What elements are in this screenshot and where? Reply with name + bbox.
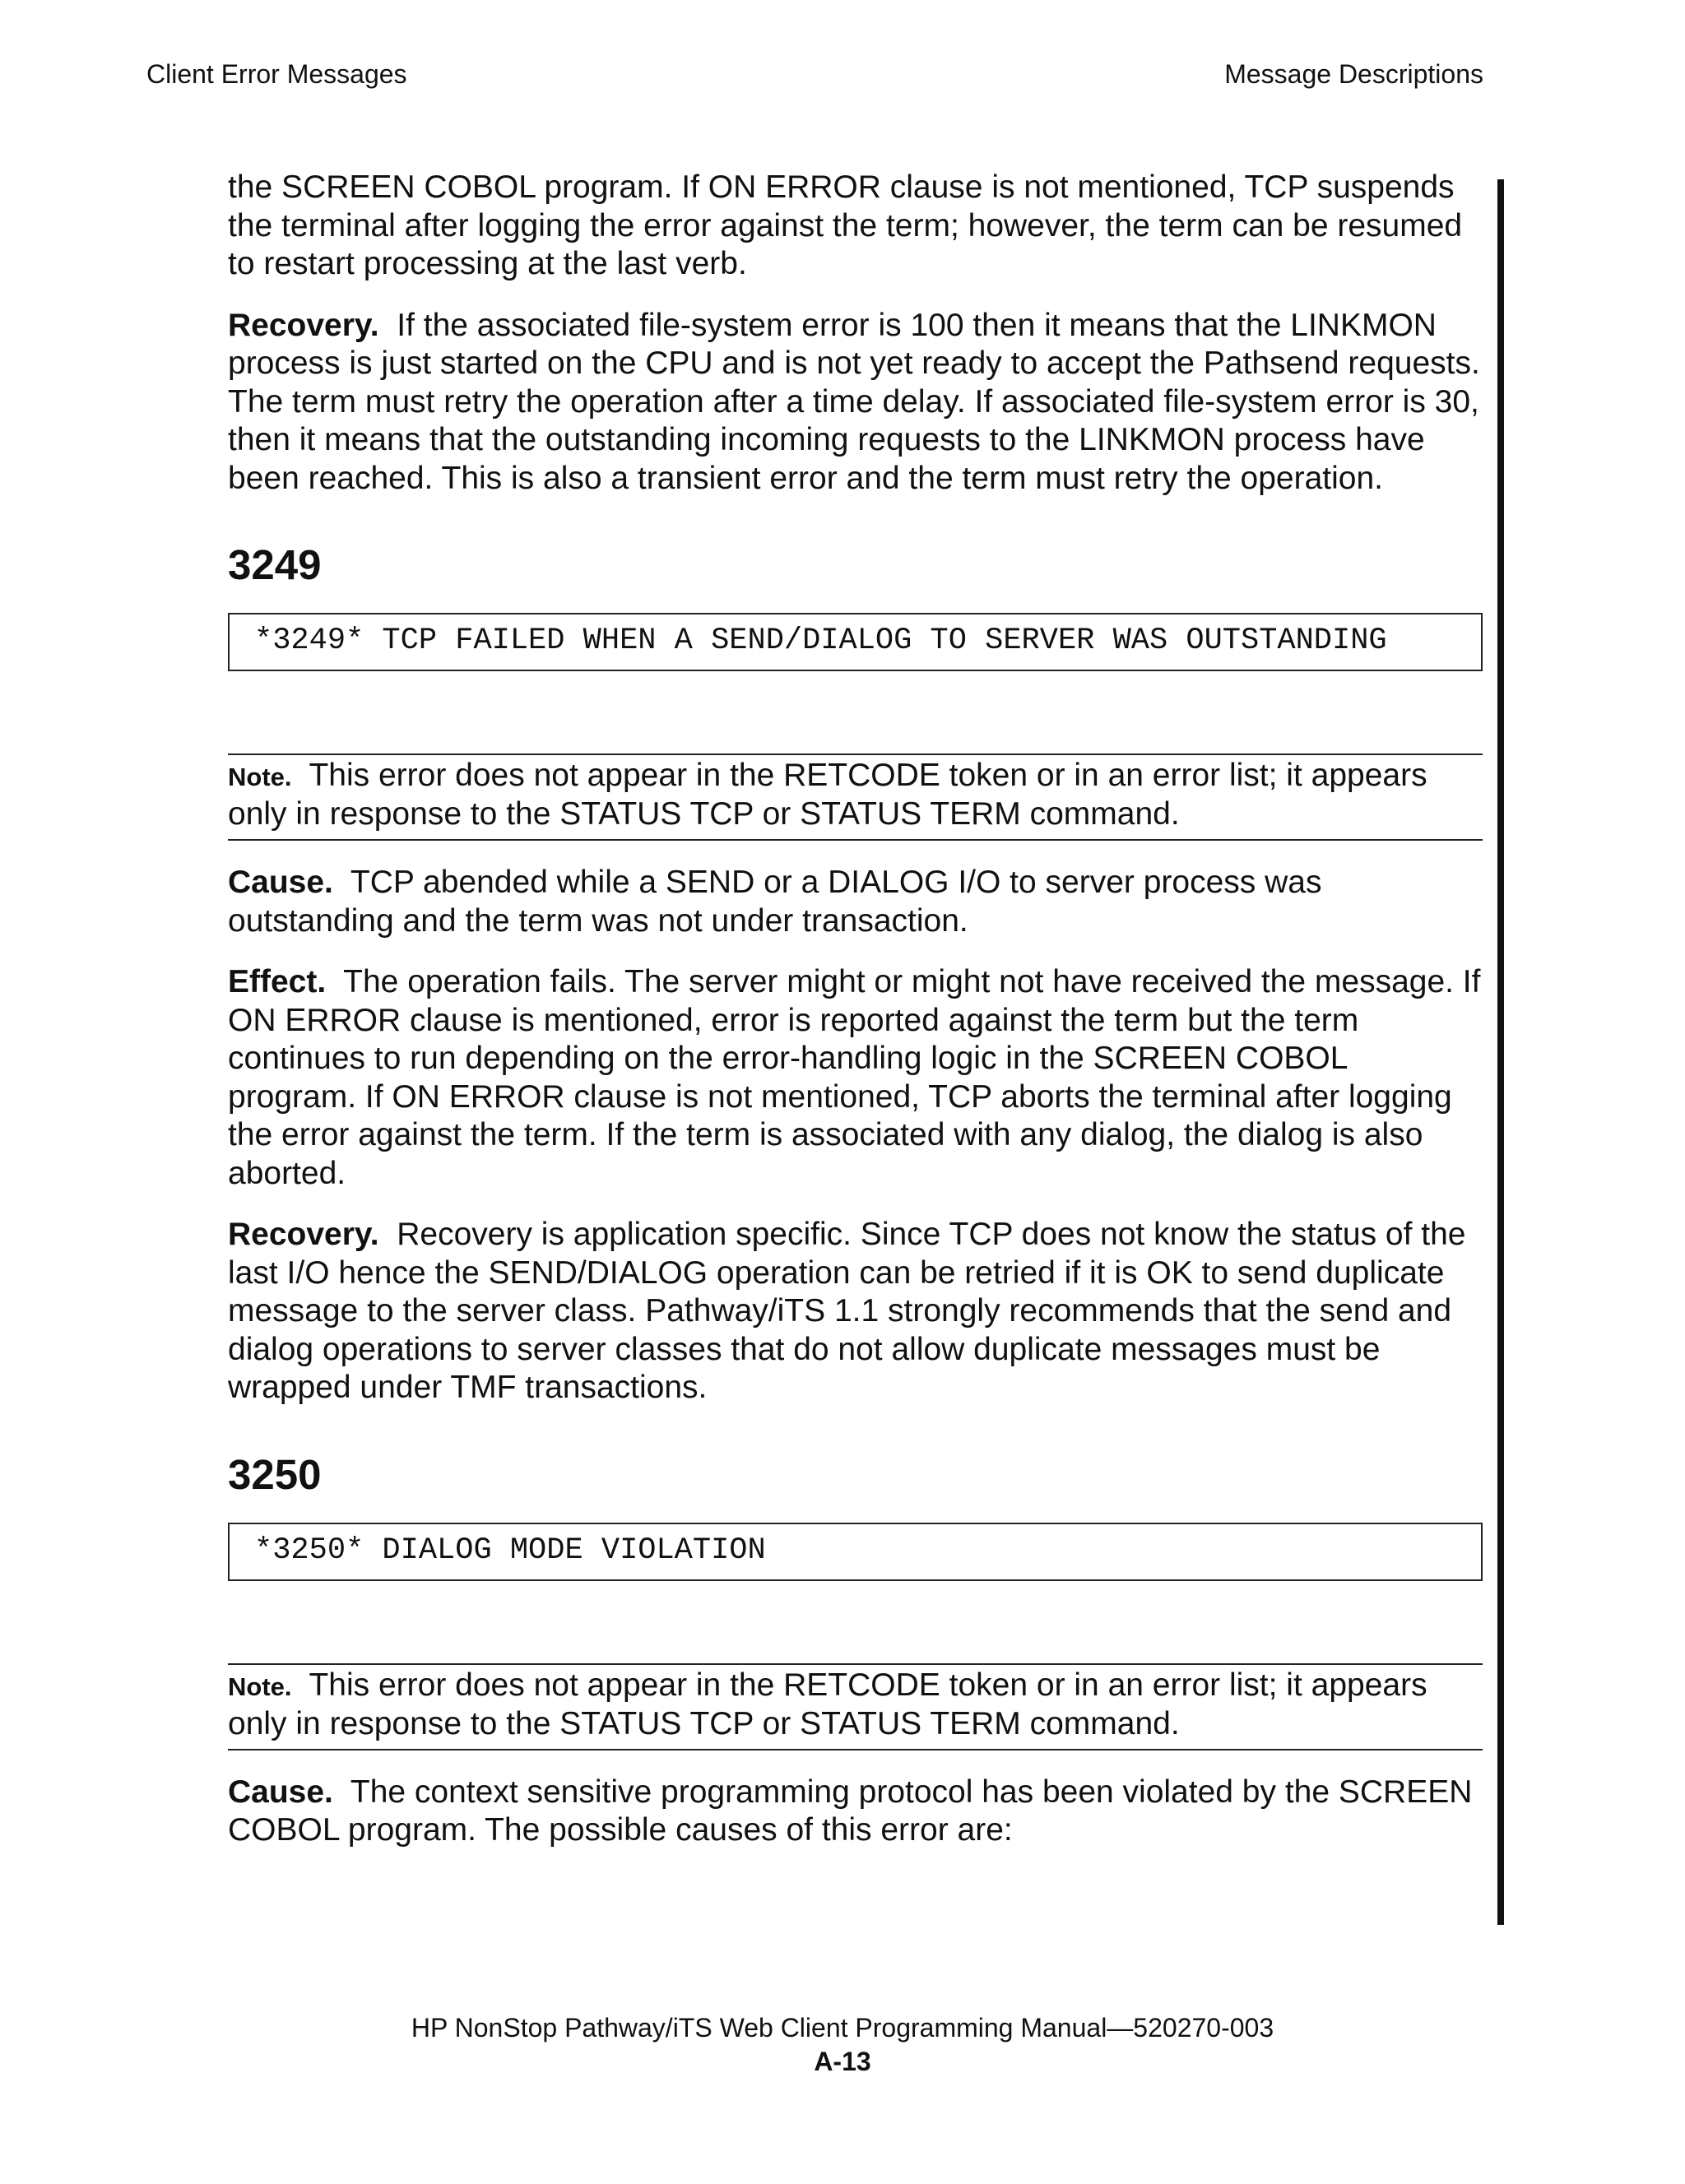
note-label: Note. [228, 1672, 292, 1701]
cause-paragraph-3250 [228, 1774, 1483, 1850]
recovery-label: Recovery. [228, 1217, 379, 1252]
cause-label: Cause. [228, 865, 333, 900]
message-heading-3249: 3249 [228, 541, 322, 588]
cause-paragraph-3249 [228, 864, 1483, 940]
page-number: A-13 [814, 2047, 871, 2076]
message-box-3249: *3249* TCP FAILED WHEN A SEND/DIALOG TO SERVER WAS OUTSTANDING [228, 613, 1483, 671]
note-3250 [228, 1663, 1483, 1750]
running-head-left: Client Error Messages [146, 59, 407, 89]
note-text: This error does not appear in the RETCODE token or in an error list; it appears only in response to the STATUS TCP or STATUS TERM command. [228, 1667, 1427, 1741]
message-box-3250: *3250* DIALOG MODE VIOLATION [228, 1523, 1483, 1581]
note-text: This error does not appear in the RETCODE token or in an error list; it appears only in response to the STATUS TCP or STATUS TERM command. [228, 758, 1427, 832]
recovery-paragraph-3249 [228, 1216, 1483, 1407]
cause-label: Cause. [228, 1774, 333, 1810]
recovery-paragraph-previous [228, 307, 1483, 498]
change-bar [1497, 179, 1504, 1925]
effect-text: The operation fails. The server might or might not have received the message. If ON ERROR clause is mentioned, error is reported against the term but the term continues to run depending on the error-handling logic in the SCREEN COBOL program. If ON ERROR clause is not mentioned, TCP aborts the terminal after logging the error against the term. If the term is associated with any dialog, the dialog is also aborted. [228, 964, 1481, 1191]
page-body [228, 169, 1483, 1873]
recovery-text: If the associated file-system error is 100 then it means that the LINKMON process is just started on the CPU and is not yet ready to accept the Pathsend requests. The term must retry the operation after a time delay. If associated file-system error is 30, then it means that the outstanding incoming requests to the LINKMON process have been reached. This is also a transient error and the term must retry the operation. [228, 307, 1480, 496]
recovery-text: Recovery is application specific. Since TCP does not know the status of the last I/O hence the SEND/DIALOG operation can be retried if it is OK to send duplicate message to the server class. Pathway/iTS 1.1 strongly recommends that the send and dialog operations to server classes that do not allow duplicate messages must be wrapped under TMF transactions. [228, 1217, 1466, 1405]
footer-manual-title: HP NonStop Pathway/iTS Web Client Programming Manual—520270-003 [411, 2013, 1274, 2043]
message-heading-3250: 3250 [228, 1450, 322, 1498]
intro-continuation-paragraph: the SCREEN COBOL program. If ON ERROR clause is not mentioned, TCP suspends the terminal after logging the error against the term; however, the term can be resumed to restart processing at the last verb. [228, 169, 1463, 281]
note-label: Note. [228, 763, 292, 791]
effect-paragraph-3249 [228, 963, 1483, 1193]
recovery-label: Recovery. [228, 307, 379, 343]
cause-text: The context sensitive programming protocol has been violated by the SCREEN COBOL program. The possible causes of this error are: [228, 1774, 1473, 1848]
cause-text: TCP abended while a SEND or a DIALOG I/O to server process was outstanding and the term was not under transaction. [228, 865, 1322, 939]
effect-label: Effect. [228, 964, 327, 999]
note-3249 [228, 754, 1483, 841]
running-head-right: Message Descriptions [1224, 59, 1483, 89]
